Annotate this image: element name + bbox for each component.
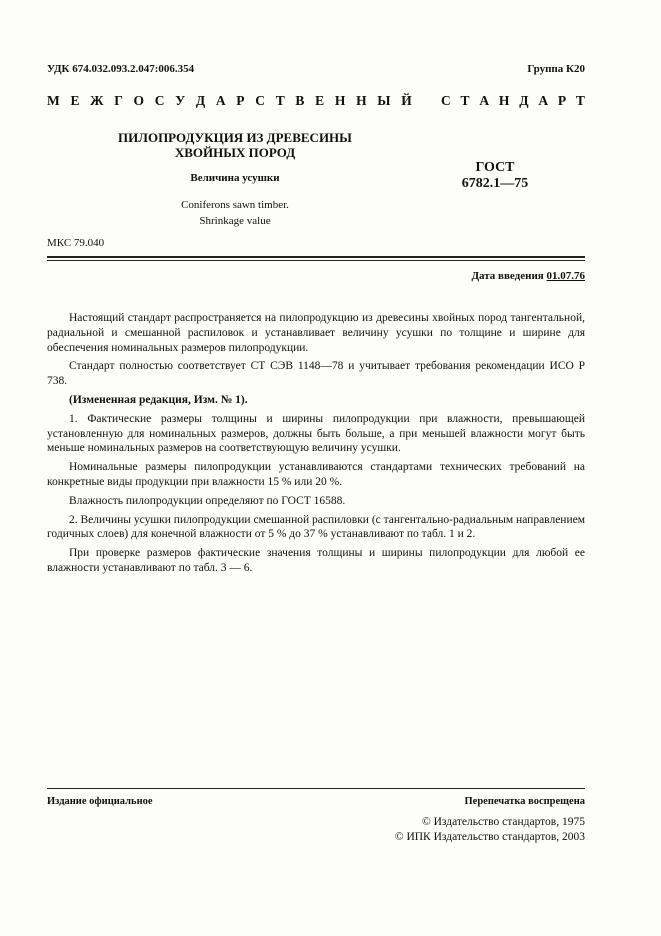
banner-letter: Е [70, 93, 80, 108]
banner-letter: Й [401, 93, 412, 108]
title-line-1: ПИЛОПРОДУКЦИЯ ИЗ ДРЕВЕСИНЫ [118, 130, 352, 145]
intro-date [471, 270, 585, 282]
banner-letter: С [441, 93, 451, 108]
banner-letter: У [175, 93, 186, 108]
copyright-block [395, 815, 585, 845]
banner-letter: Т [575, 93, 585, 108]
banner-letter: Р [236, 93, 245, 108]
header-rule-thick [47, 256, 585, 258]
banner-letter: А [538, 93, 549, 108]
paragraph-clause-2: 2. Величины усушки пилопродукции смешанной распиловки (с тангентально-радиальным направлением годичных слоев) для конечной влажности от 5 % до 37 % устанавливают по табл. 1 и 2. [47, 513, 585, 541]
mks-code: МКС 79.040 [47, 237, 105, 249]
banner-letter: О [133, 93, 145, 108]
banner-interstate [47, 93, 412, 109]
official-edition: Издание официальное [47, 796, 153, 807]
paragraph-moisture: Влажность пилопродукции определяют по ГОСТ 16588. [69, 494, 346, 507]
gost-designation [415, 160, 575, 192]
gost-label: ГОСТ [475, 160, 515, 175]
banner-letter: Д [195, 93, 206, 108]
banner-letter: Ы [377, 93, 391, 108]
paragraph-compliance: Стандарт полностью соответствует СТ СЭВ 1148—78 и учитывает требования рекомендации ИСО Р 738. [47, 360, 585, 388]
banner-letter: Е [315, 93, 325, 108]
paragraph-amendment: (Измененная редакция, Изм. № 1). [69, 393, 248, 406]
paragraph-nominal-sizes: Номинальные размеры пилопродукции устанавливаются стандартами технических требований на конкретные виды продукции при влажности 15 % или 20 %. [47, 461, 585, 488]
banner-letter: С [255, 93, 265, 108]
banner-letter: М [47, 93, 60, 108]
paragraph-scope: Настоящий стандарт распространяется на пилопродукцию из древесины хвойных пород тангентальной, радиальной и смешанной распиловок и устанавливает величину усушки по толщине и ширине для обеспечения номинальных размеров пилопродукции. [47, 312, 585, 354]
banner-letter: Р [557, 93, 567, 108]
paragraph-verification: При проверке размеров фактические значения толщины и ширины пилопродукции для любой ее влажности устанавливают по табл. 3 — 6. [47, 547, 585, 574]
title-line-2: ХВОЙНЫХ ПОРОД [174, 145, 296, 160]
banner-letter: Г [114, 93, 123, 108]
english-title-line-1: Coniferons sawn timber. [181, 199, 289, 211]
gost-number: 6782.1—75 [461, 176, 529, 191]
copyright-2003: © ИПК Издательство стандартов, 2003 [394, 831, 585, 843]
intro-date-label: Дата введения [471, 270, 544, 282]
header-rule-thin [47, 260, 585, 261]
intro-date-value: 01.07.76 [546, 270, 585, 282]
group-code: Группа К20 [527, 63, 585, 75]
body-text [47, 311, 585, 580]
banner-letter: А [215, 93, 226, 108]
banner-letter: В [295, 93, 305, 108]
banner-letter: Д [519, 93, 529, 108]
banner-letter: Ж [90, 93, 104, 108]
paragraph-clause-1: 1. Фактические размеры толщины и ширины пилопродукции при влажности, превышающей установленную для номинальных размеров, должны быть больше, а при меньшей влажности могут быть меньше номинальных размеров на соответствующую величину усушки. [47, 412, 585, 455]
footer-rule [47, 788, 585, 789]
banner-letter: А [479, 93, 490, 108]
banner-letter: Т [460, 93, 470, 108]
reprint-prohibited: Перепечатка воспрещена [464, 796, 585, 807]
english-title [90, 197, 380, 229]
banner-letter: Н [498, 93, 510, 108]
banner-standard [441, 93, 585, 109]
document-subtitle: Величина усушки [190, 172, 280, 184]
english-title-line-2: Shrinkage value [199, 215, 271, 227]
banner-letter: С [154, 93, 165, 108]
copyright-1975: © Издательство стандартов, 1975 [421, 816, 585, 828]
banner-letter: Н [356, 93, 367, 108]
document-title [90, 130, 380, 160]
udc-code: УДК 674.032.093.2.047:006.354 [47, 63, 195, 75]
banner-letter: Т [275, 93, 285, 108]
banner-letter: Н [334, 93, 346, 108]
